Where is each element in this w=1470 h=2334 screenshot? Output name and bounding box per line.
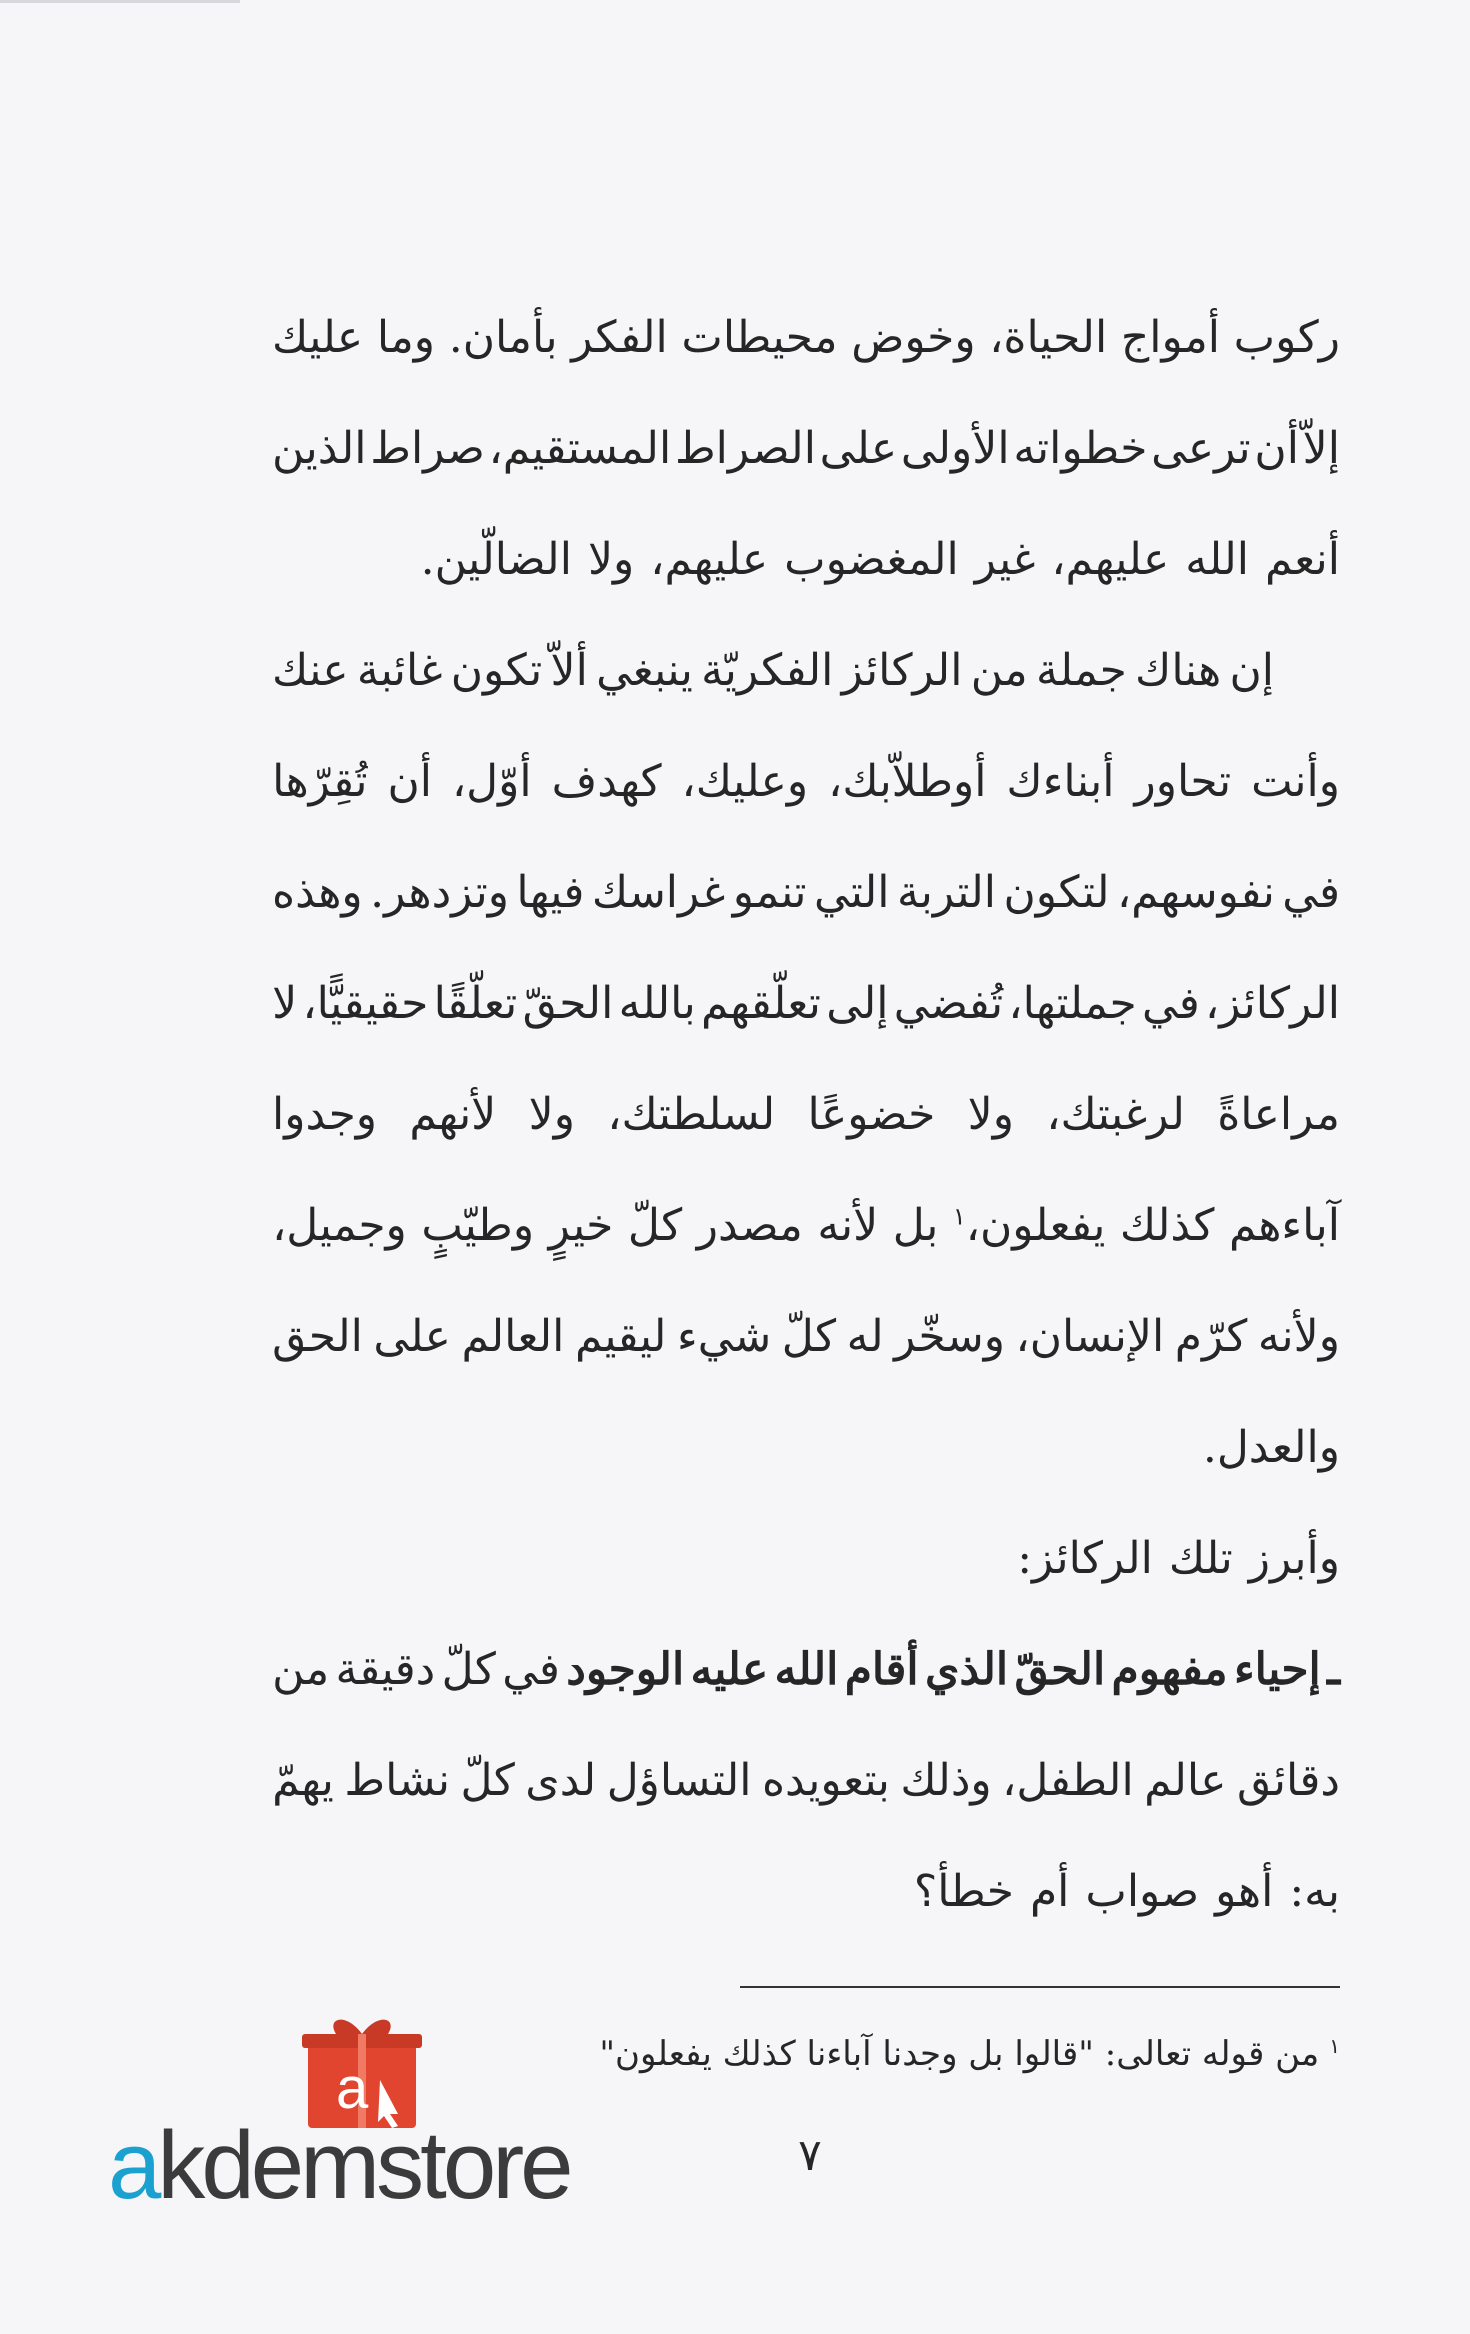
word: تلك	[1168, 1533, 1233, 1584]
word: ألاّ	[550, 645, 588, 696]
svg-text:a: a	[336, 2056, 369, 2121]
word: عليه	[690, 1644, 769, 1695]
word: تنمو	[732, 867, 807, 918]
word: ولا	[967, 1089, 1014, 1140]
word: نفوسهم،	[1116, 867, 1275, 918]
word: لسلطتك،	[607, 1089, 776, 1140]
word: على	[819, 423, 898, 474]
word: تعلّقهم	[701, 978, 821, 1029]
word: أبناءك	[1006, 756, 1115, 807]
word: بتعويده	[761, 1755, 890, 1806]
word: في	[1142, 978, 1200, 1029]
word: ترعى	[1151, 423, 1251, 474]
word: تُقِرّها	[272, 756, 368, 807]
text-line	[272, 1503, 1340, 1614]
watermark-brand-rest: kdemstore	[157, 2112, 570, 2219]
page-edge	[0, 0, 240, 3]
word: أوّل،	[451, 756, 532, 807]
word: الركائز:	[1017, 1533, 1153, 1584]
word: أقام	[844, 1644, 919, 1695]
word: مراعاةً	[1217, 1089, 1340, 1140]
word: وتزدهر.	[370, 867, 509, 918]
word: خطأ؟	[913, 1866, 1014, 1917]
word: وأنت	[1251, 756, 1340, 807]
word: الإنسان،	[1015, 1311, 1165, 1362]
word: إلى	[826, 978, 889, 1029]
word: صواب	[1085, 1866, 1200, 1917]
footnote	[560, 2024, 1340, 2084]
word: الفكر	[571, 312, 668, 363]
word: مصدر	[696, 1200, 803, 1251]
word: الله	[774, 1644, 839, 1695]
word: بل	[892, 1200, 939, 1251]
word: حقيقيًّا،	[302, 978, 429, 1029]
word: وخوض	[851, 312, 976, 363]
word: غير	[974, 534, 1036, 585]
word: لأنهم	[409, 1089, 497, 1140]
text-line	[272, 1725, 1340, 1836]
word: لأنه	[817, 1200, 879, 1251]
word: الصراط	[674, 423, 816, 474]
text-line	[272, 1836, 1340, 1947]
word: غراسك	[591, 867, 726, 918]
word: لرغبتك،	[1046, 1089, 1185, 1140]
word: الركائز	[841, 645, 963, 696]
word: عليهم،	[1051, 534, 1170, 585]
word: وأبرز	[1248, 1533, 1340, 1584]
word: جملتها،	[1008, 978, 1137, 1029]
word: كلّ	[460, 1755, 515, 1806]
word: أنعم	[1265, 534, 1340, 585]
word: الحياة،	[989, 312, 1108, 363]
text-line-bold-lead	[272, 1614, 1340, 1725]
body-text	[272, 282, 1340, 1947]
word: كلّ	[627, 1200, 683, 1251]
word: وسخّر	[894, 1311, 1005, 1362]
word: ولا	[587, 534, 635, 585]
word: أمواج	[1120, 312, 1220, 363]
watermark-brand	[108, 2112, 570, 2219]
word: إحياء	[1233, 1644, 1321, 1695]
footnote-divider	[740, 1986, 1340, 1988]
word: له	[846, 1311, 884, 1362]
word: غائبة	[356, 645, 443, 696]
word: لا	[272, 978, 298, 1029]
word: الحقّ	[1014, 1644, 1106, 1695]
word: الفكريّة	[701, 645, 834, 696]
word: الذي	[924, 1644, 1009, 1695]
page-number: ٧	[798, 2130, 822, 2181]
word: ـ	[1327, 1644, 1340, 1695]
word: في	[1282, 867, 1340, 918]
word: بأمان.	[448, 312, 558, 363]
word: يفعلون،$^١$	[952, 1200, 1106, 1251]
word: كذلك	[1119, 1200, 1215, 1251]
word: دقيقة	[335, 1644, 436, 1695]
word: ولا	[528, 1089, 575, 1140]
word: ولأنه	[1257, 1311, 1340, 1362]
word: آباءهم	[1228, 1200, 1340, 1251]
word: المغضوب	[784, 534, 959, 585]
word: عليك	[272, 312, 364, 363]
word: لدى	[525, 1755, 597, 1806]
word: مفهوم	[1111, 1644, 1228, 1695]
text-line	[272, 1392, 1340, 1503]
word: على	[373, 1311, 451, 1362]
word: نشاط	[344, 1755, 451, 1806]
word: دقائق	[1237, 1755, 1340, 1806]
word: الطفل،	[1002, 1755, 1134, 1806]
word: تحاور	[1134, 756, 1232, 807]
word: وما	[376, 312, 436, 363]
text-line	[272, 1059, 1340, 1170]
word: ليقيم	[574, 1311, 667, 1362]
word: وهذه	[272, 867, 363, 918]
text-line	[272, 615, 1340, 726]
word: كلّ	[441, 1644, 496, 1695]
word: من	[272, 1644, 330, 1695]
word: كرّم	[1174, 1311, 1248, 1362]
word: عليهم،	[650, 534, 769, 585]
word: تعلّقًا	[433, 978, 518, 1029]
word: به:	[1289, 1866, 1340, 1917]
word: أوطلاّبك،	[828, 756, 987, 807]
word: الذين	[272, 423, 367, 474]
word: وطيّبٍ	[421, 1200, 535, 1251]
word: عالم	[1144, 1755, 1227, 1806]
word: هناك	[1135, 645, 1222, 696]
word: الضالّين.	[420, 534, 572, 585]
word: ينبغي	[596, 645, 693, 696]
text-line	[272, 1281, 1340, 1392]
word: خطواته	[1013, 423, 1148, 474]
text-line	[272, 282, 1340, 393]
word: وجميل،	[272, 1200, 407, 1251]
word: جملة	[1036, 645, 1127, 696]
word: لتكون	[1003, 867, 1110, 918]
text-line-with-footnote	[272, 1170, 1340, 1281]
word: عنك	[272, 645, 349, 696]
word: خيرٍ	[548, 1200, 614, 1251]
word: التربة	[896, 867, 997, 918]
word: الله	[1185, 534, 1250, 585]
footnote-reference: ١	[952, 1202, 966, 1231]
text-line	[272, 393, 1340, 504]
word: التساؤل	[606, 1755, 752, 1806]
word: في	[502, 1644, 560, 1695]
word: تكون	[450, 645, 543, 696]
word: محيطات	[681, 312, 838, 363]
word: وجدوا	[272, 1089, 378, 1140]
word: أم	[1029, 1866, 1070, 1917]
watermark-brand-accent: a	[108, 2112, 158, 2219]
word: تُفضي	[893, 978, 1004, 1029]
word: أن	[1254, 423, 1299, 474]
word: كهدف	[551, 756, 662, 807]
word: من	[970, 645, 1028, 696]
word: فيها	[516, 867, 585, 918]
footnote-number: ١	[1329, 2033, 1340, 2058]
text-line	[272, 726, 1340, 837]
word: أن	[387, 756, 432, 807]
text-line	[272, 504, 1340, 615]
word: والعدل.	[1202, 1422, 1340, 1473]
word: صراط	[370, 423, 485, 474]
word: إلاّ	[1302, 423, 1340, 474]
word: شيء	[677, 1311, 772, 1362]
word: خضوعًا	[807, 1089, 936, 1140]
word: الحقّ	[522, 978, 614, 1029]
footnote-text: من قوله تعالى: "قالوا بل وجدنا آباءنا كذلك يفعلون"	[599, 2034, 1320, 2074]
word: الحق	[272, 1311, 363, 1362]
word: وذلك	[900, 1755, 992, 1806]
word: بالله	[618, 978, 696, 1029]
word: الركائز،	[1205, 978, 1340, 1029]
word: المستقيم،	[488, 423, 672, 474]
word: يهمّ	[272, 1755, 334, 1806]
word: التي	[813, 867, 890, 918]
word: الوجود	[566, 1644, 685, 1695]
word: كلّ	[781, 1311, 837, 1362]
word: وعليك،	[681, 756, 809, 807]
word: العالم	[461, 1311, 565, 1362]
text-line	[272, 837, 1340, 948]
word: ركوب	[1233, 312, 1340, 363]
text-line	[272, 948, 1340, 1059]
word: أهو	[1215, 1866, 1274, 1917]
word: إن	[1229, 645, 1274, 696]
word: الأولى	[900, 423, 1010, 474]
